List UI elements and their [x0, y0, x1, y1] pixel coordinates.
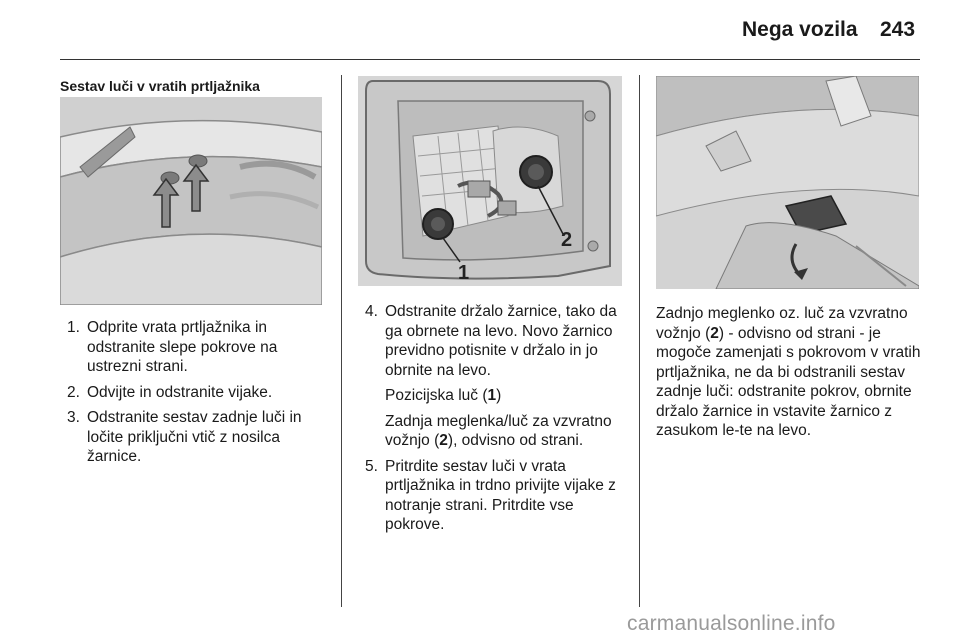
callout-ref: 1 — [487, 387, 497, 404]
callout-label-1: 1 — [458, 262, 470, 284]
step-text: Odvijte in odstranite vijake. — [87, 383, 273, 401]
paragraph-text: Zadnjo meglenko oz. luč za vzvratno vožnjo ( — [656, 305, 908, 342]
position-light-note — [385, 386, 632, 406]
fog-light-paragraph — [656, 304, 926, 441]
list-item — [358, 457, 632, 535]
steps-list-col2 — [358, 302, 632, 541]
step-text: Odprite vrata prtljažnika in odstranite slepe pokrove na ustrezni strani. — [87, 319, 278, 375]
step-number: 4. — [365, 303, 378, 320]
callout-label-2: 2 — [561, 229, 573, 251]
steps-list-col1 — [60, 318, 330, 473]
step-number: 3. — [67, 409, 80, 426]
callout-ref: 2 — [710, 324, 719, 342]
note-text: Pozicijska luč ( — [385, 387, 488, 404]
tailgate-cover-removal-illustration — [656, 76, 919, 289]
callout-ref: 2 — [439, 432, 448, 449]
step-number: 5. — [365, 457, 378, 475]
page-number: 243 — [880, 18, 916, 41]
list-item — [60, 383, 330, 403]
tailgate-covers-illustration — [60, 97, 322, 305]
tail-lamp-bulb-holders-illustration — [358, 76, 622, 286]
fog-light-note — [385, 412, 632, 451]
note-text: Zadnja meglenka/luč za vzvratno vožnjo ( — [385, 412, 612, 449]
step-text: Pritrdite sestav luči v vrata prtljažnika in trdno privijte vijake z notranje strani. Pritrdite vse pokrove. — [385, 457, 616, 533]
paragraph-text: ) - odvisno od strani - je mogoče zamenjati s pokrovom v vratih prtljažnika, ne da bi odstranili sestav zadnje luči: odstranite pokrov, obrnite držalo žarnice in vstavite žarnico z zasukom le-te na levo. — [656, 324, 921, 439]
column-divider — [639, 75, 640, 607]
watermark: carmanualsonline.info — [627, 612, 836, 635]
step-number: 1. — [67, 319, 80, 336]
step-number: 2. — [67, 383, 80, 401]
list-item — [358, 302, 632, 451]
header-rule — [60, 59, 920, 60]
section-title-header: Nega vozila — [742, 18, 858, 41]
step-text: Odstranite sestav zadnje luči in ločite priključni vtič z nosilca žarnice. — [87, 409, 302, 465]
column-divider — [341, 75, 342, 607]
list-item — [60, 318, 330, 377]
note-text: ), odvisno od strani. — [447, 432, 584, 449]
note-text: ) — [496, 387, 502, 404]
list-item — [60, 408, 330, 467]
section-heading: Sestav luči v vratih prtljažnika — [60, 78, 260, 94]
step-text: Odstranite držalo žarnice, tako da ga obrnete na levo. Novo žarnico previdno potisnite v držalo in jo obrnite na levo. — [385, 303, 617, 379]
